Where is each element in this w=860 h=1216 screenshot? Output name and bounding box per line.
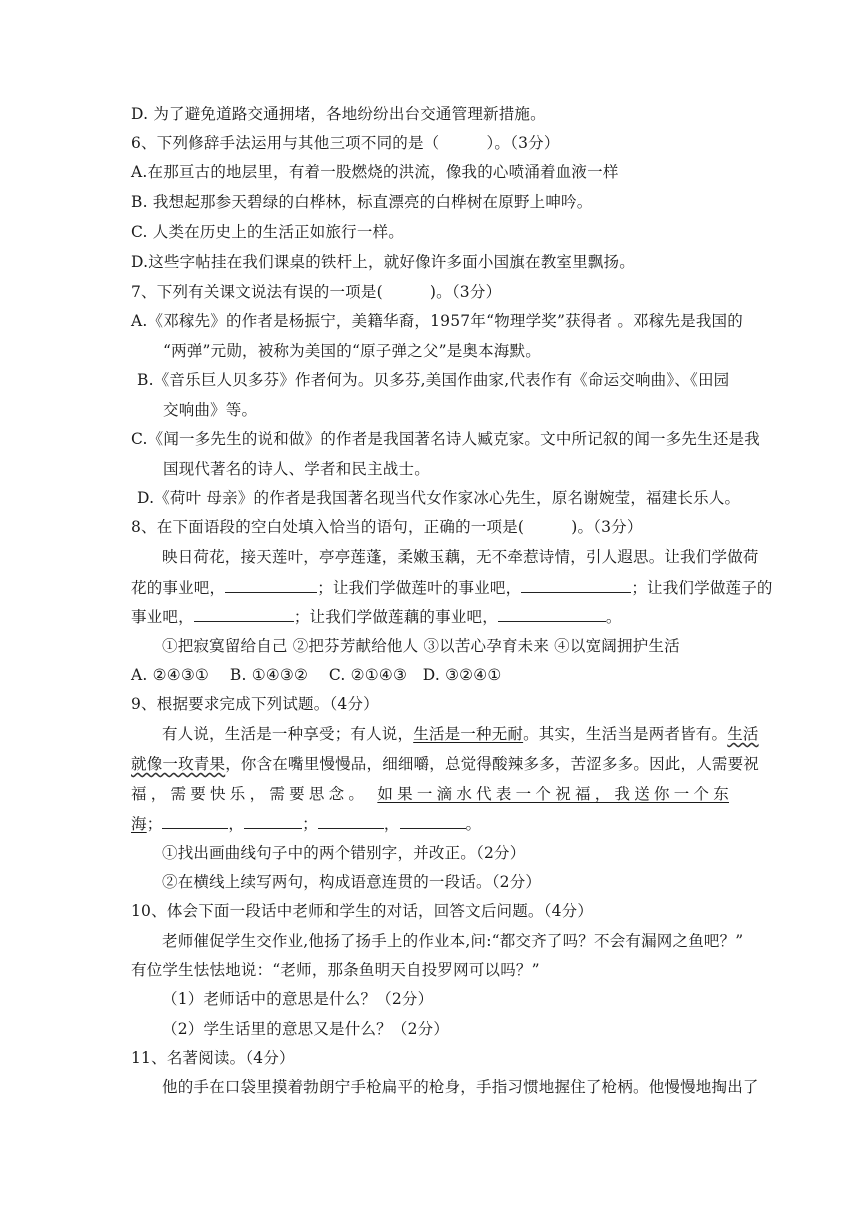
q9-text: 。	[465, 815, 482, 833]
q9-blank-1[interactable]	[162, 813, 228, 829]
q11-stem: 11、名著阅读。（4分）	[131, 1049, 295, 1067]
q9-text: ，	[383, 815, 400, 833]
q9-passage-line2	[131, 754, 759, 774]
q10-sub-question-2: （2）学生话里的意思又是什么？（2分）	[162, 1020, 450, 1038]
q8-text: 。	[605, 608, 622, 626]
q9-wavy-phrase: 就像一玫青果	[131, 755, 226, 773]
q7-option-d: D.《荷叶 母亲》的作者是我国著名现当代女作家冰心先生，原名谢婉莹，福建长乐人。	[137, 489, 741, 507]
q9-blank-3[interactable]	[318, 813, 384, 829]
q6-option-c: C. 人类在历史上的生活正如旅行一样。	[131, 223, 404, 241]
q8-passage-line3	[131, 606, 622, 627]
q8-stem: 8、在下面语段的空白处填入恰当的语句，正确的一项是( )。（3分）	[131, 518, 643, 536]
q9-passage-line3	[131, 784, 729, 804]
q10-passage-line2: 有位学生怯怯地说：“老师，那条鱼明天自投罗网可以吗？”	[131, 961, 540, 979]
q9-passage-line1	[162, 724, 759, 744]
q7-stem: 7、下列有关课文说法有误的一项是( )。（3分）	[131, 283, 502, 301]
q8-choices: ①把寂寞留给自己 ②把芬芳献给他人 ③以苦心孕育未来 ④以宽阔拥护生活	[162, 637, 680, 655]
q8-answer-options: A. ②④③① B. ①④③② C. ②①④③ D. ③②④①	[131, 666, 502, 684]
q10-sub-question-1: （1）老师话中的意思是什么？（2分）	[162, 990, 434, 1008]
q9-blank-2[interactable]	[244, 813, 302, 829]
q5-option-d: D. 为了避免道路交通拥堵，各地纷纷出台交通管理新措施。	[131, 105, 546, 123]
q8-blank-2[interactable]	[521, 577, 631, 593]
q9-sub-question-1: ①找出画曲线句子中的两个错别字，并改正。（2分）	[162, 844, 526, 862]
q6-option-a: A.在那亘古的地层里，有着一股燃烧的洪流，像我的心喷涌着血液一样	[131, 163, 619, 181]
q9-text: ，	[228, 815, 245, 833]
q6-option-d: D.这些字帖挂在我们课桌的铁杆上，就好像许多面小国旗在教室里飘扬。	[131, 253, 635, 271]
q9-wavy-phrase: 生活	[727, 725, 759, 743]
q9-blank-4[interactable]	[400, 813, 466, 829]
q8-passage-line2	[131, 577, 773, 598]
q9-text: ，你含在嘴里慢慢品，细细嚼，总觉得酸辣多多，苦涩多多。因此，人需要祝	[225, 755, 760, 773]
q9-underlined-phrase: 生活是一种无耐	[413, 725, 524, 743]
q7-option-a-line2: “两弹”元勋，被称为美国的“原子弹之父”是奥本海默。	[163, 342, 541, 360]
q9-passage-line4	[131, 813, 481, 834]
q6-option-b: B. 我想起那参天碧绿的白桦林，标直漂亮的白桦树在原野上呻吟。	[131, 193, 593, 211]
q8-text: ；让我们学做莲子的	[631, 579, 773, 597]
q7-option-a-line1: A.《邓稼先》的作者是杨振宁，美籍华裔，1957年“物理学奖”获得者 。邓稼先是我国的	[131, 312, 743, 330]
q6-stem: 6、下列修辞手法运用与其他三项不同的是（ ）。（3分）	[131, 134, 560, 152]
q9-underlined-sentence-end: 海	[131, 815, 147, 833]
q9-text: 。其实，生活当是两者皆有。	[523, 725, 728, 743]
q10-stem: 10、体会下面一段话中老师和学生的对话，回答文后问题。（4分）	[131, 902, 594, 920]
q9-sub-question-2: ②在横线上续写两句，构成语意连贯的一段话。（2分）	[162, 873, 542, 891]
q7-option-c-line1: C.《闻一多先生的说和做》的作者是我国著名诗人臧克家。文中所记叙的闻一多先生还是我	[131, 430, 760, 448]
q8-text: ；让我们学做莲叶的事业吧，	[317, 579, 522, 597]
q7-option-b-line2: 交响曲》等。	[163, 401, 258, 419]
q9-text: 有人说，生活是一种享受；有人说，	[162, 725, 414, 743]
q8-text: ；让我们学做莲藕的事业吧，	[293, 608, 498, 626]
q9-stem: 9、根据要求完成下列试题。（4分）	[131, 695, 379, 713]
q8-passage-line1: 映日荷花，接天莲叶，亭亭莲蓬，柔嫩玉藕，无不牵惹诗情，引人遐思。让我们学做荷	[162, 548, 759, 566]
q11-passage-line1: 他的手在口袋里摸着勃朗宁手枪扁平的枪身，手指习惯地握住了枪柄。他慢慢地掏出了	[162, 1078, 759, 1096]
q10-passage-line1: 老师催促学生交作业,他扬了扬手上的作业本,问:“都交齐了吗？不会有漏网之鱼吧？”	[162, 932, 744, 950]
q9-text: ；	[146, 815, 163, 833]
q8-blank-3[interactable]	[194, 606, 294, 622]
q8-text: 事业吧，	[131, 608, 194, 626]
q7-option-b-line1: B.《音乐巨人贝多芬》作者何为。贝多芬,美国作曲家,代表作有《命运交响曲》、《田园	[137, 371, 730, 389]
q8-text: 花的事业吧，	[131, 579, 226, 597]
q8-blank-4[interactable]	[498, 606, 606, 622]
q9-text: ；	[302, 815, 318, 833]
q8-blank-1[interactable]	[225, 577, 317, 593]
q9-text: 福，需要快乐，需要思念。	[131, 785, 369, 803]
q7-option-c-line2: 国现代著名的诗人、学者和民主战士。	[163, 460, 430, 478]
q9-underlined-sentence: 如果一滴水代表一个祝福，我送你一个东	[377, 785, 729, 803]
